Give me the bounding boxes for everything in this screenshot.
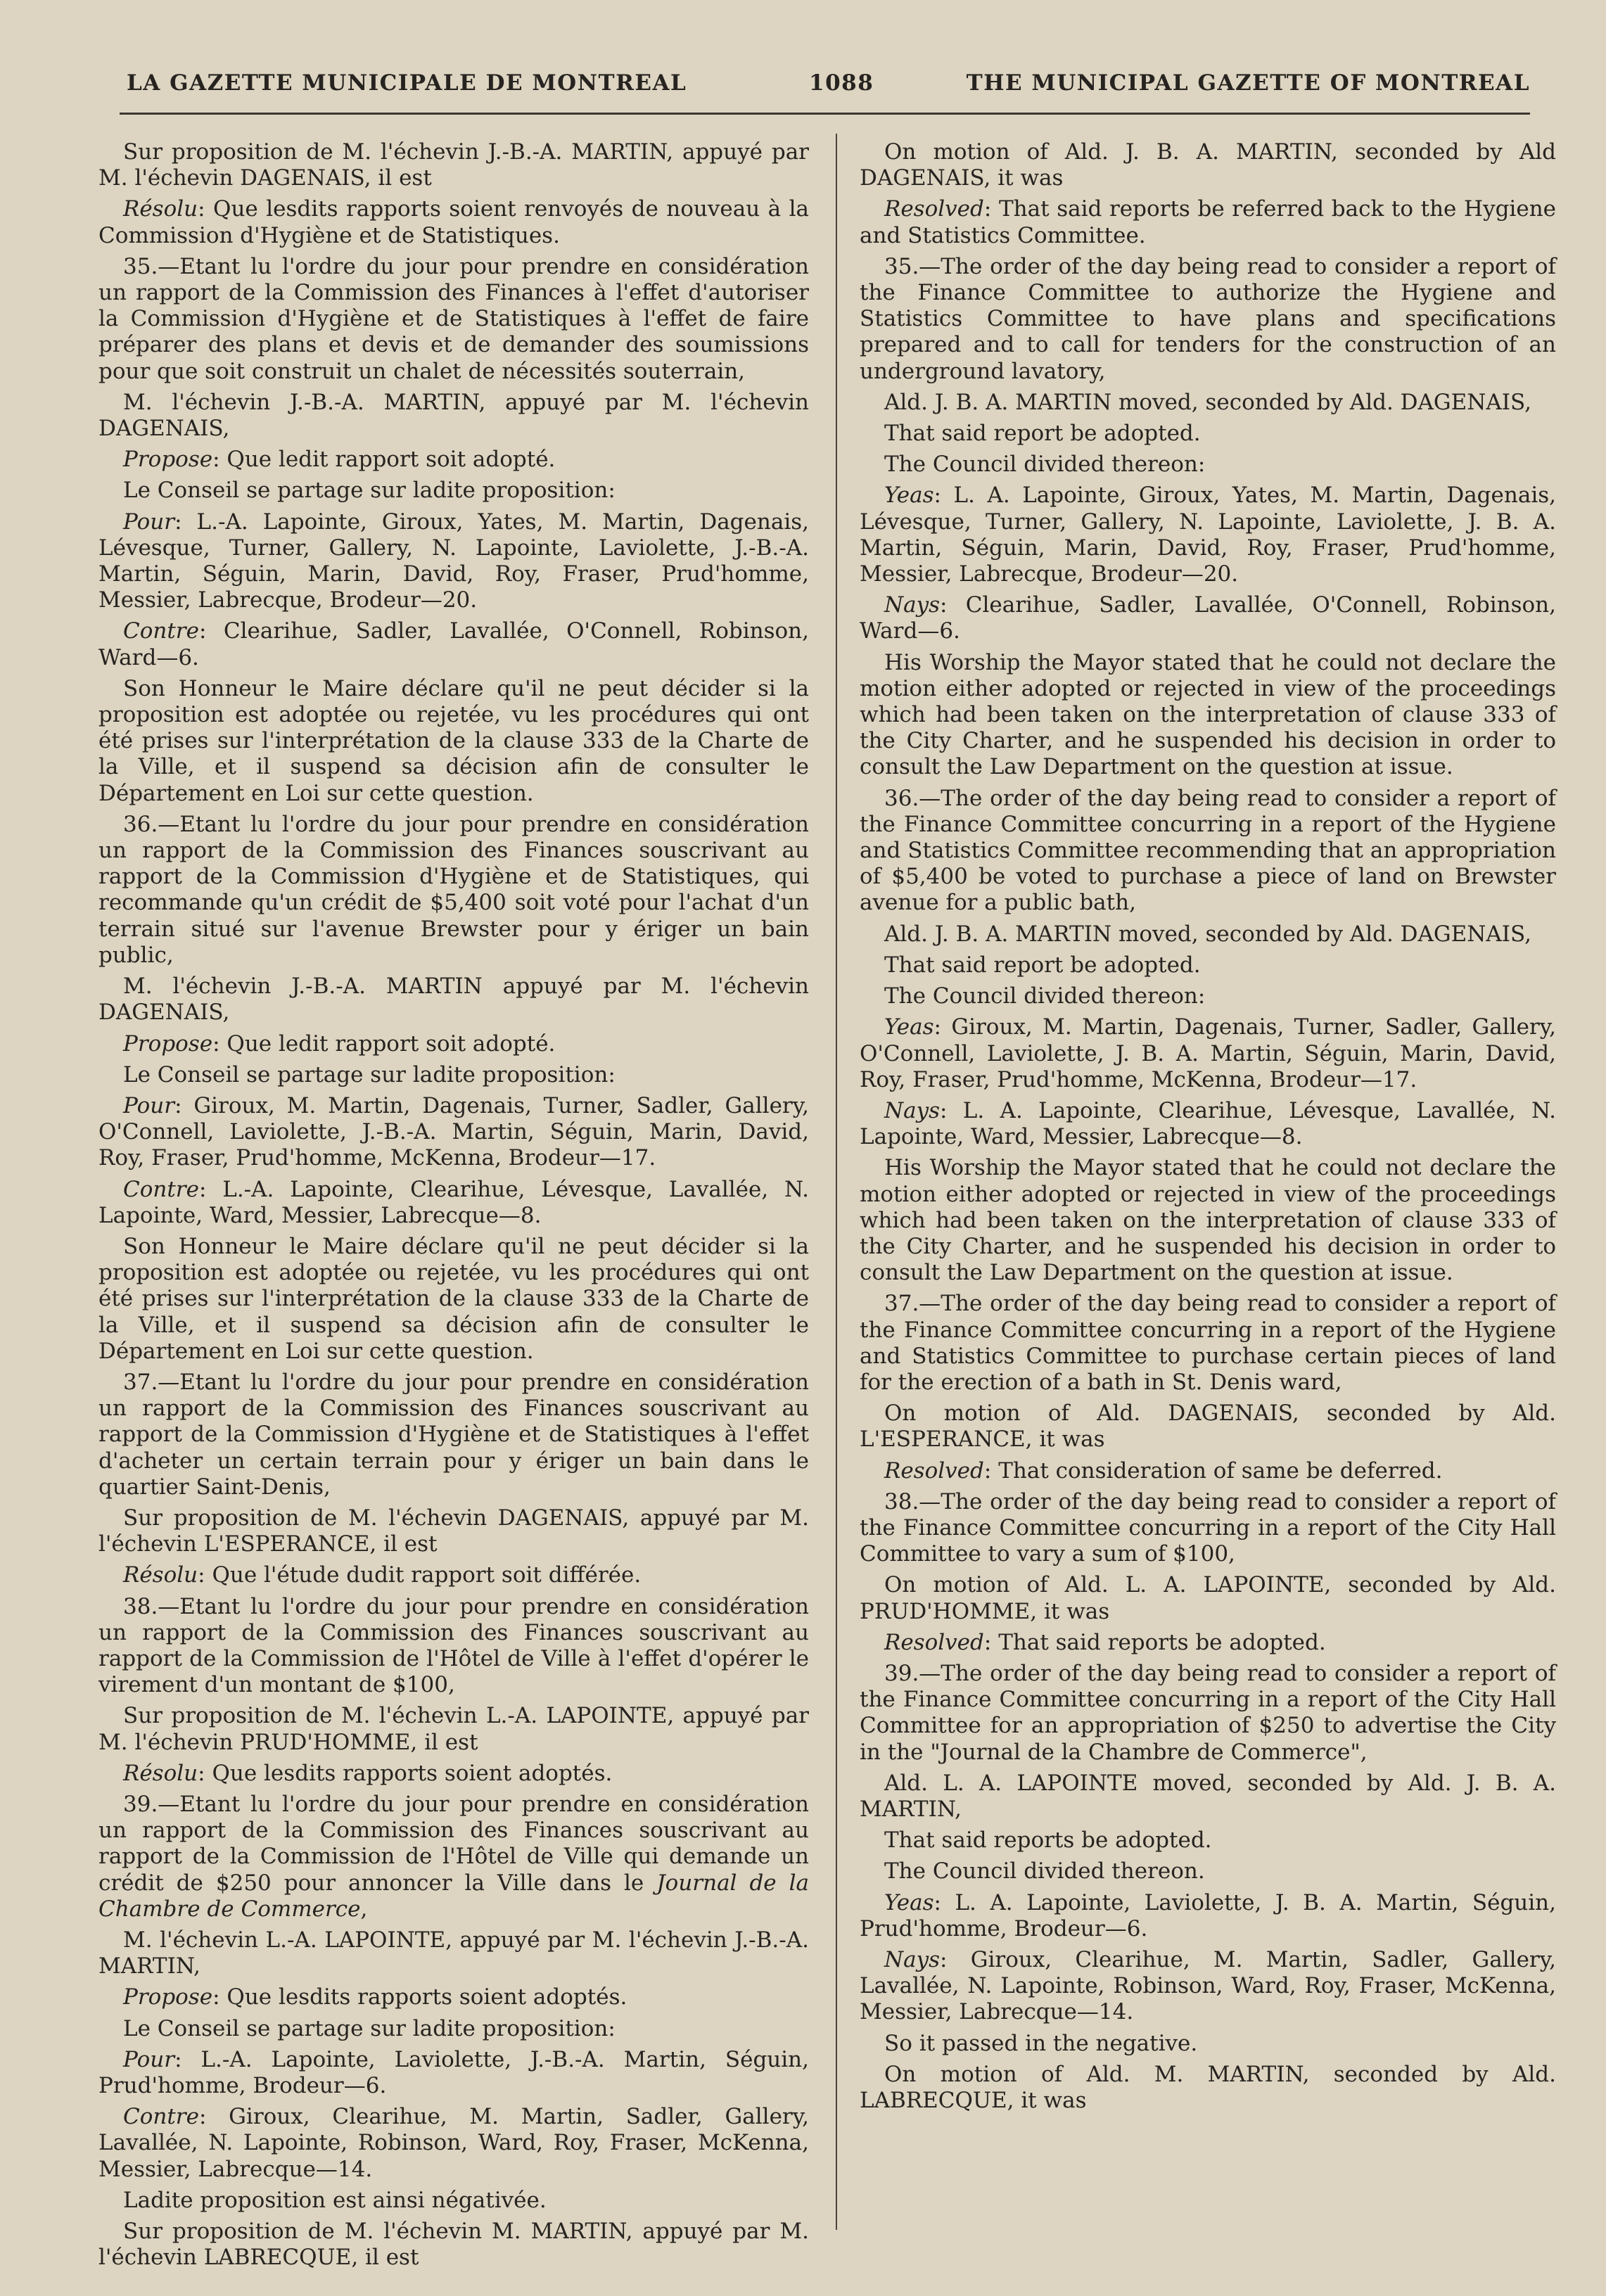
paragraph-text: 39.—The order of the day being read to consider a report of the Finance Committee concurring in a report of the City Hall Committee for an appropriation of $250 to advertise the City in the "Journal de la Chambre de Commerce", <box>860 1660 1556 1765</box>
french-paragraph <box>98 676 809 807</box>
english-paragraph <box>860 1630 1556 1656</box>
motion-keyword: Résolu <box>123 1760 198 1786</box>
paragraph-text: : Que l'étude dudit rapport soit différée. <box>198 1562 642 1588</box>
motion-keyword: Contre <box>123 1176 199 1202</box>
paragraph-text: Le Conseil se partage sur ladite proposition: <box>123 2015 616 2041</box>
english-paragraph <box>860 786 1556 917</box>
header-french-title: LA GAZETTE MUNICIPALE DE MONTREAL <box>127 70 687 96</box>
english-paragraph <box>860 1661 1556 1766</box>
french-paragraph <box>98 1761 809 1787</box>
header-english-title: THE MUNICIPAL GAZETTE OF MONTREAL <box>966 70 1530 96</box>
paragraph-text: : That said reports be adopted. <box>983 1629 1326 1655</box>
motion-keyword: Pour <box>123 2046 175 2072</box>
paragraph-text: 36.—Etant lu l'ordre du jour pour prendre en considération un rapport de la Commission des Finances souscrivant au rapport de la Commission d'Hygiène et de Statistiques, qui recommande qu'un crédit de $5,400 soit voté pour l'achat d'un terrain situé sur l'avenue Brewster pour y ériger un bain public, <box>98 811 809 968</box>
motion-keyword: Contre <box>123 2104 199 2130</box>
paragraph-text: : Que lesdits rapports soient renvoyés de nouveau à la Commission d'Hygiène et de Statistiques. <box>98 196 809 248</box>
motion-keyword: Resolved <box>884 1629 984 1655</box>
paragraph-text: 37.—Etant lu l'ordre du jour pour prendre en considération un rapport de la Commission des Finances souscrivant au rapport de la Commission d'Hygiène et de Statistiques à l'effet d'acheter un certain terrain pour y ériger un bain dans le quartier Saint-Denis, <box>98 1369 809 1500</box>
english-paragraph <box>860 1890 1556 1942</box>
paragraph-text: Sur proposition de M. l'échevin J.-B.-A. MARTIN, appuyé par M. l'échevin DAGENAIS, il est <box>98 139 809 191</box>
paragraph-text: 36.—The order of the day being read to consider a report of the Finance Committee concurring in a report of the Hygiene and Statistics Committee recommending that an appropriation of $5,400 be voted to purchase a piece of land on Brewster avenue for a public bath, <box>860 785 1556 916</box>
paragraph-text: : L. A. Lapointe, Clearihue, Lévesque, Lavallée, N. Lapointe, Ward, Messier, Labrecque—8. <box>860 1097 1556 1150</box>
french-paragraph <box>98 196 809 248</box>
motion-keyword: Résolu <box>123 1562 198 1588</box>
paragraph-text: : L. A. Lapointe, Laviolette, J. B. A. Martin, Séguin, Prud'homme, Brodeur—6. <box>860 1889 1556 1941</box>
paragraph-tail: , <box>360 1896 368 1922</box>
english-paragraph <box>860 1828 1556 1854</box>
column-divider <box>836 134 837 2230</box>
paragraph-text: : Que lesdits rapports soient adoptés. <box>198 1760 613 1786</box>
french-paragraph <box>98 2188 809 2214</box>
paragraph-text: Ladite proposition est ainsi négativée. <box>123 2187 547 2213</box>
english-paragraph <box>860 390 1556 416</box>
paragraph-text: : That consideration of same be deferred. <box>983 1458 1443 1484</box>
french-paragraph <box>98 1177 809 1229</box>
paragraph-text: 35.—The order of the day being read to consider a report of the Finance Committee to authorize the Hygiene and Statistics Committee to have plans and specifications prepared and to call for tenders for the construction of an underground lavatory, <box>860 253 1556 384</box>
english-paragraph <box>860 254 1556 385</box>
english-paragraph <box>860 1489 1556 1568</box>
motion-keyword: Yeas <box>884 483 934 509</box>
paragraph-text: On motion of Ald. J. B. A. MARTIN, seconded by Ald DAGENAIS, it was <box>860 139 1556 191</box>
french-paragraph <box>98 1234 809 1365</box>
french-paragraph <box>98 1370 809 1500</box>
paragraph-text: Ald. L. A. LAPOINTE moved, seconded by Ald. J. B. A. MARTIN, <box>860 1770 1556 1822</box>
paragraph-text: The Council divided thereon. <box>884 1858 1205 1884</box>
english-paragraph <box>860 1098 1556 1150</box>
french-paragraph <box>98 509 809 614</box>
paragraph-text: 35.—Etant lu l'ordre du jour pour prendre en considération un rapport de la Commission des Finances à l'effet d'autoriser la Commission d'Hygiène et de Statistiques à l'effet de faire préparer des plans et devis et de demander des soumissions pour que soit construit un chalet de nécessités souterrain, <box>98 253 809 384</box>
paragraph-text: 38.—Etant lu l'ordre du jour pour prendre en considération un rapport de la Commission des Finances souscrivant au rapport de la Commission de l'Hôtel de Ville à l'effet d'opérer le virement d'un montant de $100, <box>98 1593 809 1698</box>
paragraph-text: Son Honneur le Maire déclare qu'il ne peut décider si la proposition est adoptée ou rejetée, vu les procédures qui ont été prises sur l'interprétation de la clause 333 de la Charte de la Ville, et il suspend sa décision afin de consulter le Département en Loi sur cette question. <box>98 675 809 806</box>
paragraph-text: : Giroux, M. Martin, Dagenais, Turner, Sadler, Gallery, O'Connell, Laviolette, J.-B.-A. Martin, Séguin, Marin, David, Roy, Fraser, Prud'homme, McKenna, Brodeur—17. <box>98 1092 809 1171</box>
paragraph-text: : Giroux, Clearihue, M. Martin, Sadler, Gallery, Lavallée, N. Lapointe, Robinson, Ward, Roy, Fraser, McKenna, Messier, Labrecque—14. <box>98 2104 809 2182</box>
english-paragraph <box>860 1401 1556 1453</box>
french-paragraph <box>98 254 809 385</box>
english-paragraph <box>860 1947 1556 2026</box>
french-paragraph <box>98 1927 809 1979</box>
english-paragraph <box>860 1458 1556 1484</box>
french-paragraph <box>98 1792 809 1922</box>
motion-keyword: Propose <box>123 1984 213 2010</box>
motion-keyword: Propose <box>123 1031 213 1057</box>
paragraph-text: M. l'échevin L.-A. LAPOINTE, appuyé par M. l'échevin J.-B.-A. MARTIN, <box>98 1927 809 1979</box>
paragraph-text: : Clearihue, Sadler, Lavallée, O'Connell, Robinson, Ward—6. <box>98 618 809 670</box>
paragraph-text: : Que lesdits rapports soient adoptés. <box>212 1984 627 2010</box>
english-paragraph <box>860 139 1556 191</box>
english-paragraph <box>860 592 1556 644</box>
paragraph-text: : L.-A. Lapointe, Giroux, Yates, M. Martin, Dagenais, Lévesque, Turner, Gallery, N. Lapointe, Laviolette, J.-B.-A. Martin, Séguin, Marin, David, Roy, Fraser, Prud'homme, Messier, Labrecque, Brodeur—20. <box>98 509 809 613</box>
paragraph-text: That said report be adopted. <box>884 952 1201 978</box>
french-paragraph <box>98 2219 809 2271</box>
paragraph-text: : Que ledit rapport soit adopté. <box>212 447 556 473</box>
motion-keyword: Résolu <box>123 196 198 222</box>
motion-keyword: Yeas <box>884 1014 934 1040</box>
english-paragraph <box>860 650 1556 781</box>
french-paragraph <box>98 390 809 442</box>
french-paragraph <box>98 2047 809 2099</box>
paragraph-text: His Worship the Mayor stated that he could not declare the motion either adopted or rejected in view of the proceedings which had been taken on the interpretation of clause 333 of the City Charter, and he suspended his decision in order to consult the Law Department on the question at issue. <box>860 649 1556 780</box>
paragraph-text: Sur proposition de M. l'échevin M. MARTIN, appuyé par M. l'échevin LABRECQUE, il est <box>98 2219 809 2271</box>
paragraph-text: M. l'échevin J.-B.-A. MARTIN appuyé par M. l'échevin DAGENAIS, <box>98 974 809 1026</box>
french-paragraph <box>98 2016 809 2042</box>
paragraph-text: M. l'échevin J.-B.-A. MARTIN, appuyé par M. l'échevin DAGENAIS, <box>98 389 809 442</box>
english-paragraph <box>860 1291 1556 1396</box>
french-column <box>98 139 809 2276</box>
paragraph-text: Sur proposition de M. l'échevin L.-A. LAPOINTE, appuyé par M. l'échevin PRUD'HOMME, il est <box>98 1703 809 1755</box>
french-paragraph <box>98 1031 809 1057</box>
paragraph-text: Ald. J. B. A. MARTIN moved, seconded by Ald. DAGENAIS, <box>884 389 1532 415</box>
english-paragraph <box>860 483 1556 587</box>
page-number: 1088 <box>809 70 874 96</box>
paragraph-text: Sur proposition de M. l'échevin DAGENAIS, appuyé par M. l'échevin L'ESPERANCE, il est <box>98 1505 809 1557</box>
paragraph-text: 38.—The order of the day being read to consider a report of the Finance Committee concurring in a report of the City Hall Committee to vary a sum of $100, <box>860 1488 1556 1567</box>
motion-keyword: Resolved <box>884 1458 984 1484</box>
paragraph-text: That said report be adopted. <box>884 421 1201 447</box>
paragraph-text: : That said reports be referred back to the Hygiene and Statistics Committee. <box>860 196 1556 248</box>
paragraph-text: : Giroux, M. Martin, Dagenais, Turner, Sadler, Gallery, O'Connell, Laviolette, J. B. A. Martin, Séguin, Marin, David, Roy, Fraser, Prud'homme, McKenna, Brodeur—17. <box>860 1014 1556 1092</box>
paragraph-text: : Giroux, Clearihue, M. Martin, Sadler, Gallery, Lavallée, N. Lapointe, Robinson, Ward, Roy, Fraser, McKenna, Messier, Labrecque—14. <box>860 1947 1556 2025</box>
motion-keyword: Contre <box>123 618 199 644</box>
french-paragraph <box>98 618 809 670</box>
paragraph-text: Son Honneur le Maire déclare qu'il ne peut décider si la proposition est adoptée ou rejetée, vu les procédures qui ont été prises sur l'interprétation de la clause 333 de la Charte de la Ville, et il suspend sa décision afin de consulter le Département en Loi sur cette question. <box>98 1233 809 1364</box>
paragraph-text: On motion of Ald. DAGENAIS, seconded by Ald. L'ESPERANCE, it was <box>860 1401 1556 1453</box>
publication-title: Journal de la Chambre de Commerce <box>98 1870 810 1922</box>
paragraph-text: : L.-A. Lapointe, Laviolette, J.-B.-A. Martin, Séguin, Prud'homme, Brodeur—6. <box>98 2046 809 2099</box>
french-paragraph <box>98 1062 809 1088</box>
french-paragraph <box>98 1984 809 2010</box>
paragraph-text: 39.—Etant lu l'ordre du jour pour prendre en considération un rapport de la Commission des Finances souscrivant au rapport de la Commission de l'Hôtel de Ville qui demande un crédit de $250 pour annoncer la Ville dans le <box>98 1791 809 1896</box>
paragraph-text: On motion of Ald. L. A. LAPOINTE, seconded by Ald. PRUD'HOMME, it was <box>860 1572 1556 1624</box>
english-paragraph <box>860 1858 1556 1884</box>
french-paragraph <box>98 447 809 473</box>
french-paragraph <box>98 2104 809 2183</box>
motion-keyword: Pour <box>123 509 175 535</box>
english-paragraph <box>860 421 1556 447</box>
paragraph-text: That said reports be adopted. <box>884 1828 1212 1854</box>
english-paragraph <box>860 1014 1556 1093</box>
english-paragraph <box>860 452 1556 478</box>
english-paragraph <box>860 2031 1556 2057</box>
paragraph-text: : L. A. Lapointe, Giroux, Yates, M. Martin, Dagenais, Lévesque, Turner, Gallery, N. Lapointe, Laviolette, J. B. A. Martin, Séguin, Marin, David, Roy, Fraser, Prud'homme, Messier, Labrecque, Brodeur—20. <box>860 483 1556 587</box>
paragraph-text: Le Conseil se partage sur ladite proposition: <box>123 1061 616 1088</box>
motion-keyword: Pour <box>123 1092 175 1118</box>
paragraph-text: : Que ledit rapport soit adopté. <box>212 1031 556 1057</box>
english-column <box>860 139 1556 2119</box>
paragraph-text: The Council divided thereon: <box>884 452 1206 478</box>
paragraph-text: So it passed in the negative. <box>884 2030 1198 2056</box>
paragraph-text: Le Conseil se partage sur ladite proposition: <box>123 478 616 504</box>
paragraph-text: 37.—The order of the day being read to consider a report of the Finance Committee concurring in a report of the Hygiene and Statistics Committee to purchase certain pieces of land for the erection of a bath in St. Denis ward, <box>860 1291 1556 1395</box>
english-paragraph <box>860 1771 1556 1823</box>
english-paragraph <box>860 1155 1556 1286</box>
motion-keyword: Yeas <box>884 1889 934 1915</box>
motion-keyword: Nays <box>884 592 941 618</box>
paragraph-text: : L.-A. Lapointe, Clearihue, Lévesque, Lavallée, N. Lapointe, Ward, Messier, Labrecque—8. <box>98 1176 809 1228</box>
motion-keyword: Nays <box>884 1097 941 1123</box>
page-header <box>127 70 1530 113</box>
paragraph-text: On motion of Ald. M. MARTIN, seconded by Ald. LABRECQUE, it was <box>860 2061 1556 2114</box>
french-paragraph <box>98 1594 809 1699</box>
paragraph-text: Ald. J. B. A. MARTIN moved, seconded by Ald. DAGENAIS, <box>884 921 1532 947</box>
english-paragraph <box>860 921 1556 948</box>
french-paragraph <box>98 1562 809 1588</box>
paragraph-text: His Worship the Mayor stated that he could not declare the motion either adopted or rejected in view of the proceedings which had been taken on the interpretation of clause 333 of the City Charter, and he suspended his decision in order to consult the Law Department on the question at issue. <box>860 1155 1556 1286</box>
motion-keyword: Nays <box>884 1947 941 1972</box>
french-paragraph <box>98 812 809 969</box>
french-paragraph <box>98 1093 809 1172</box>
english-paragraph <box>860 1572 1556 1624</box>
french-paragraph <box>98 478 809 504</box>
english-paragraph <box>860 983 1556 1009</box>
french-paragraph <box>98 974 809 1026</box>
french-paragraph <box>98 139 809 191</box>
motion-keyword: Resolved <box>884 196 984 222</box>
paragraph-text: The Council divided thereon: <box>884 983 1206 1009</box>
english-paragraph <box>860 196 1556 248</box>
english-paragraph <box>860 2062 1556 2114</box>
english-paragraph <box>860 952 1556 978</box>
paragraph-text: : Clearihue, Sadler, Lavallée, O'Connell, Robinson, Ward—6. <box>860 592 1556 644</box>
motion-keyword: Propose <box>123 447 213 473</box>
french-paragraph <box>98 1703 809 1755</box>
header-rule <box>120 113 1530 115</box>
french-paragraph <box>98 1505 809 1557</box>
